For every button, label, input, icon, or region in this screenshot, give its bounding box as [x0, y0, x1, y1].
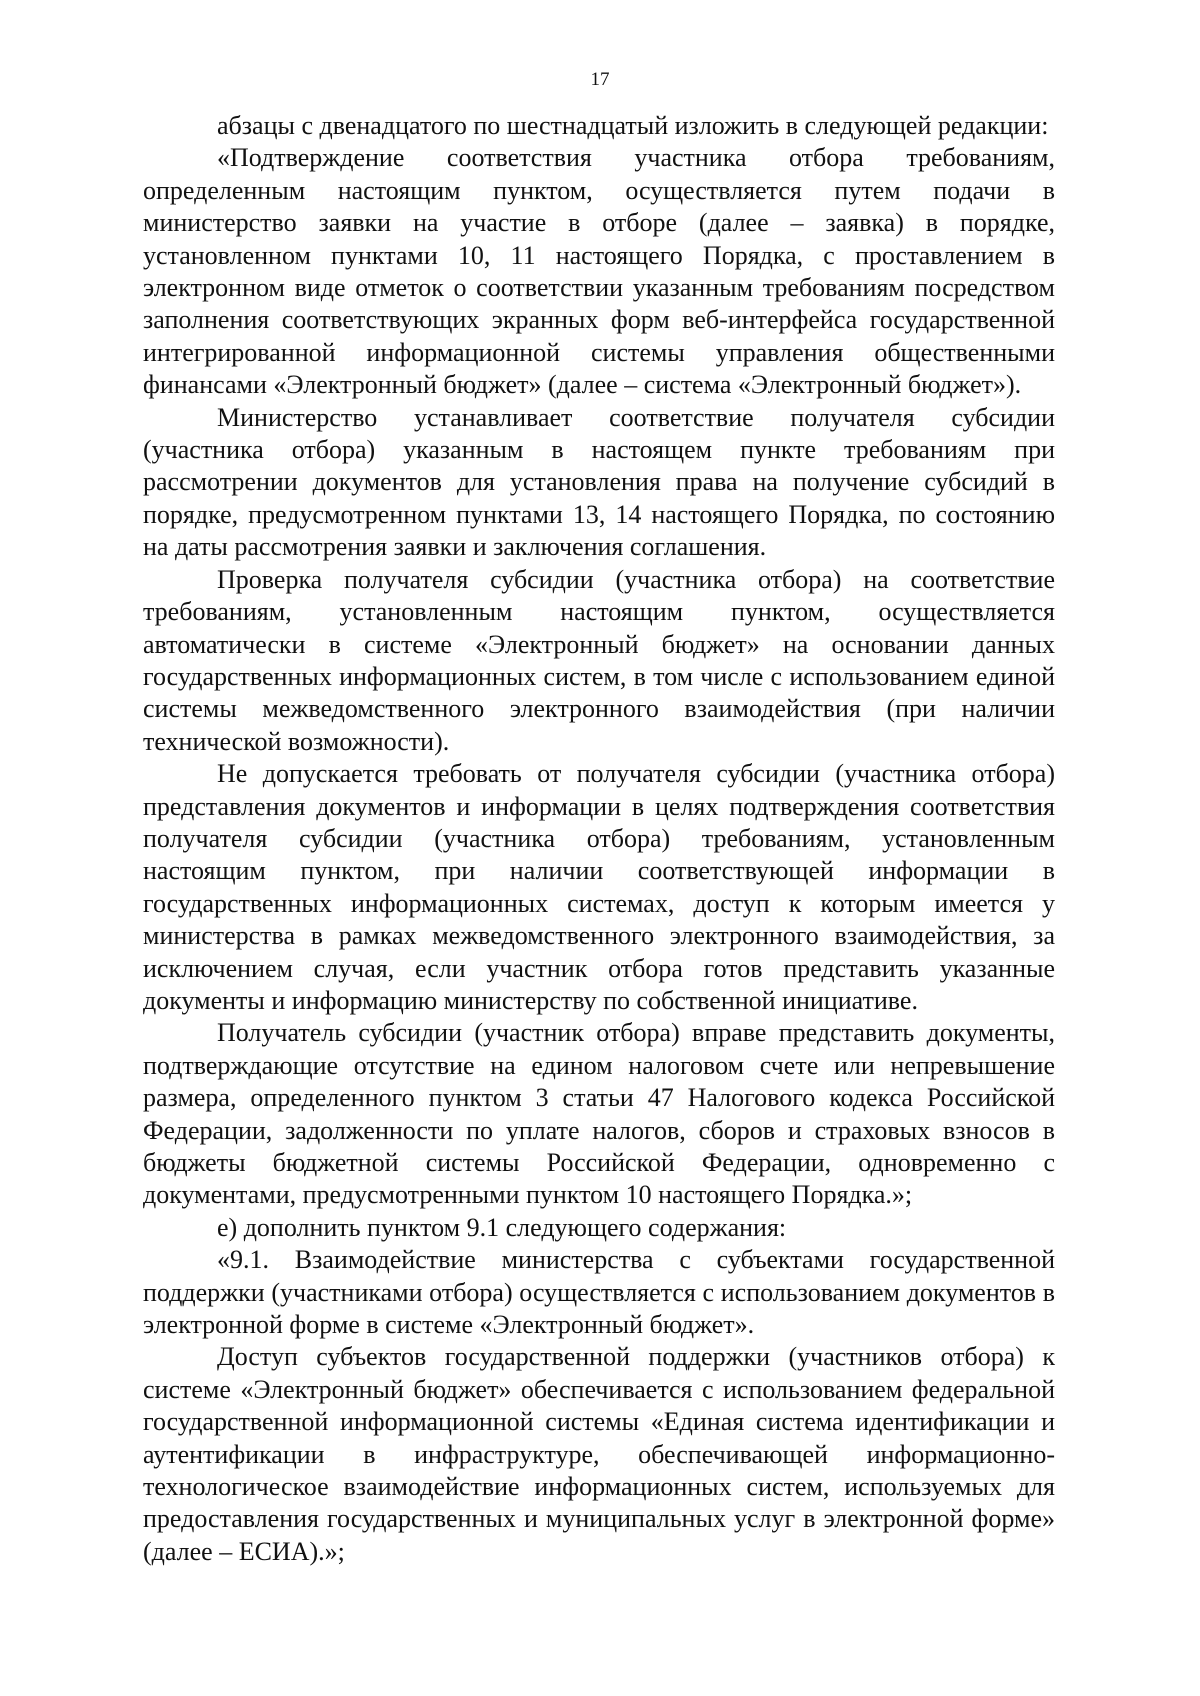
page-number: 17: [590, 69, 610, 90]
paragraph: «9.1. Взаимодействие министерства с субъектами государственной поддержки (участниками отбора) осуществляется с использованием документов в электронной форме в системе «Электронный бюджет».: [143, 1245, 1055, 1340]
paragraph: Проверка получателя субсидии (участника отбора) на соответствие требованиям, установленным настоящим пунктом, осуществляется автоматически в системе «Электронный бюджет» на основании данных государственных информационных систем, в том числе с использованием единой системы межведомственного электронного взаимодействия (при наличии технической возможности).: [143, 564, 1055, 756]
paragraph: Министерство устанавливает соответствие получателя субсидии (участника отбора) указанным в настоящем пункте требованиям при рассмотрении документов для установления права на получение субсидий в порядке, предусмотренном пунктами 13, 14 настоящего Порядка, по состоянию на даты рассмотрения заявки и заключения соглашения.: [143, 402, 1055, 562]
paragraph: «Подтверждение соответствия участника отбора требованиям, определенным настоящим пунктом, осуществляется путем подачи в министерство заявки на участие в отборе (далее – заявка) в порядке, установленном пунктами 10, 11 настоящего Порядка, с проставлением в электронном виде отметок о соответствии указанным требованиям посредством заполнения соответствующих экранных форм веб-интерфейса государственной интегрированной информационной системы управления общественными финансами «Электронный бюджет» (далее – система «Электронный бюджет»).: [143, 143, 1055, 400]
paragraph: Получатель субсидии (участник отбора) вправе представить документы, подтверждающие отсутствие на едином налоговом счете или непревышение размера, определенного пунктом 3 статьи 47 Налогового кодекса Российской Федерации, задолженности по уплате налогов, сборов и страховых взносов в бюджеты бюджетной системы Российской Федерации, одновременно с документами, предусмотренными пунктом 10 настоящего Порядка.»;: [143, 1018, 1055, 1210]
paragraph: абзацы с двенадцатого по шестнадцатый изложить в следующей редакции:: [217, 111, 1049, 140]
paragraph: Не допускается требовать от получателя субсидии (участника отбора) представления документов и информации в целях подтверждения соответствия получателя субсидии (участника отбора) требованиям, установленным настоящим пунктом, при наличии соответствующей информации в государственных информационных системах, доступ к которым имеется у министерства в рамках межведомственного электронного взаимодействия, за исключением случая, если участник отбора готов представить указанные документы и информацию министерству по собственной инициативе.: [143, 759, 1055, 1015]
paragraph: Доступ субъектов государственной поддержки (участников отбора) к системе «Электронный бюджет» обеспечивается с использованием федеральной государственной информационной системы «Единая система идентификации и аутентификации в инфраструктуре, обеспечивающей информационно-технологическое взаимодействие информационных систем, используемых для предоставления государственных и муниципальных услуг в электронной форме» (далее – ЕСИА).»;: [143, 1342, 1055, 1566]
document-body: [143, 110, 1055, 1568]
paragraph: е) дополнить пунктом 9.1 следующего содержания:: [217, 1212, 787, 1242]
